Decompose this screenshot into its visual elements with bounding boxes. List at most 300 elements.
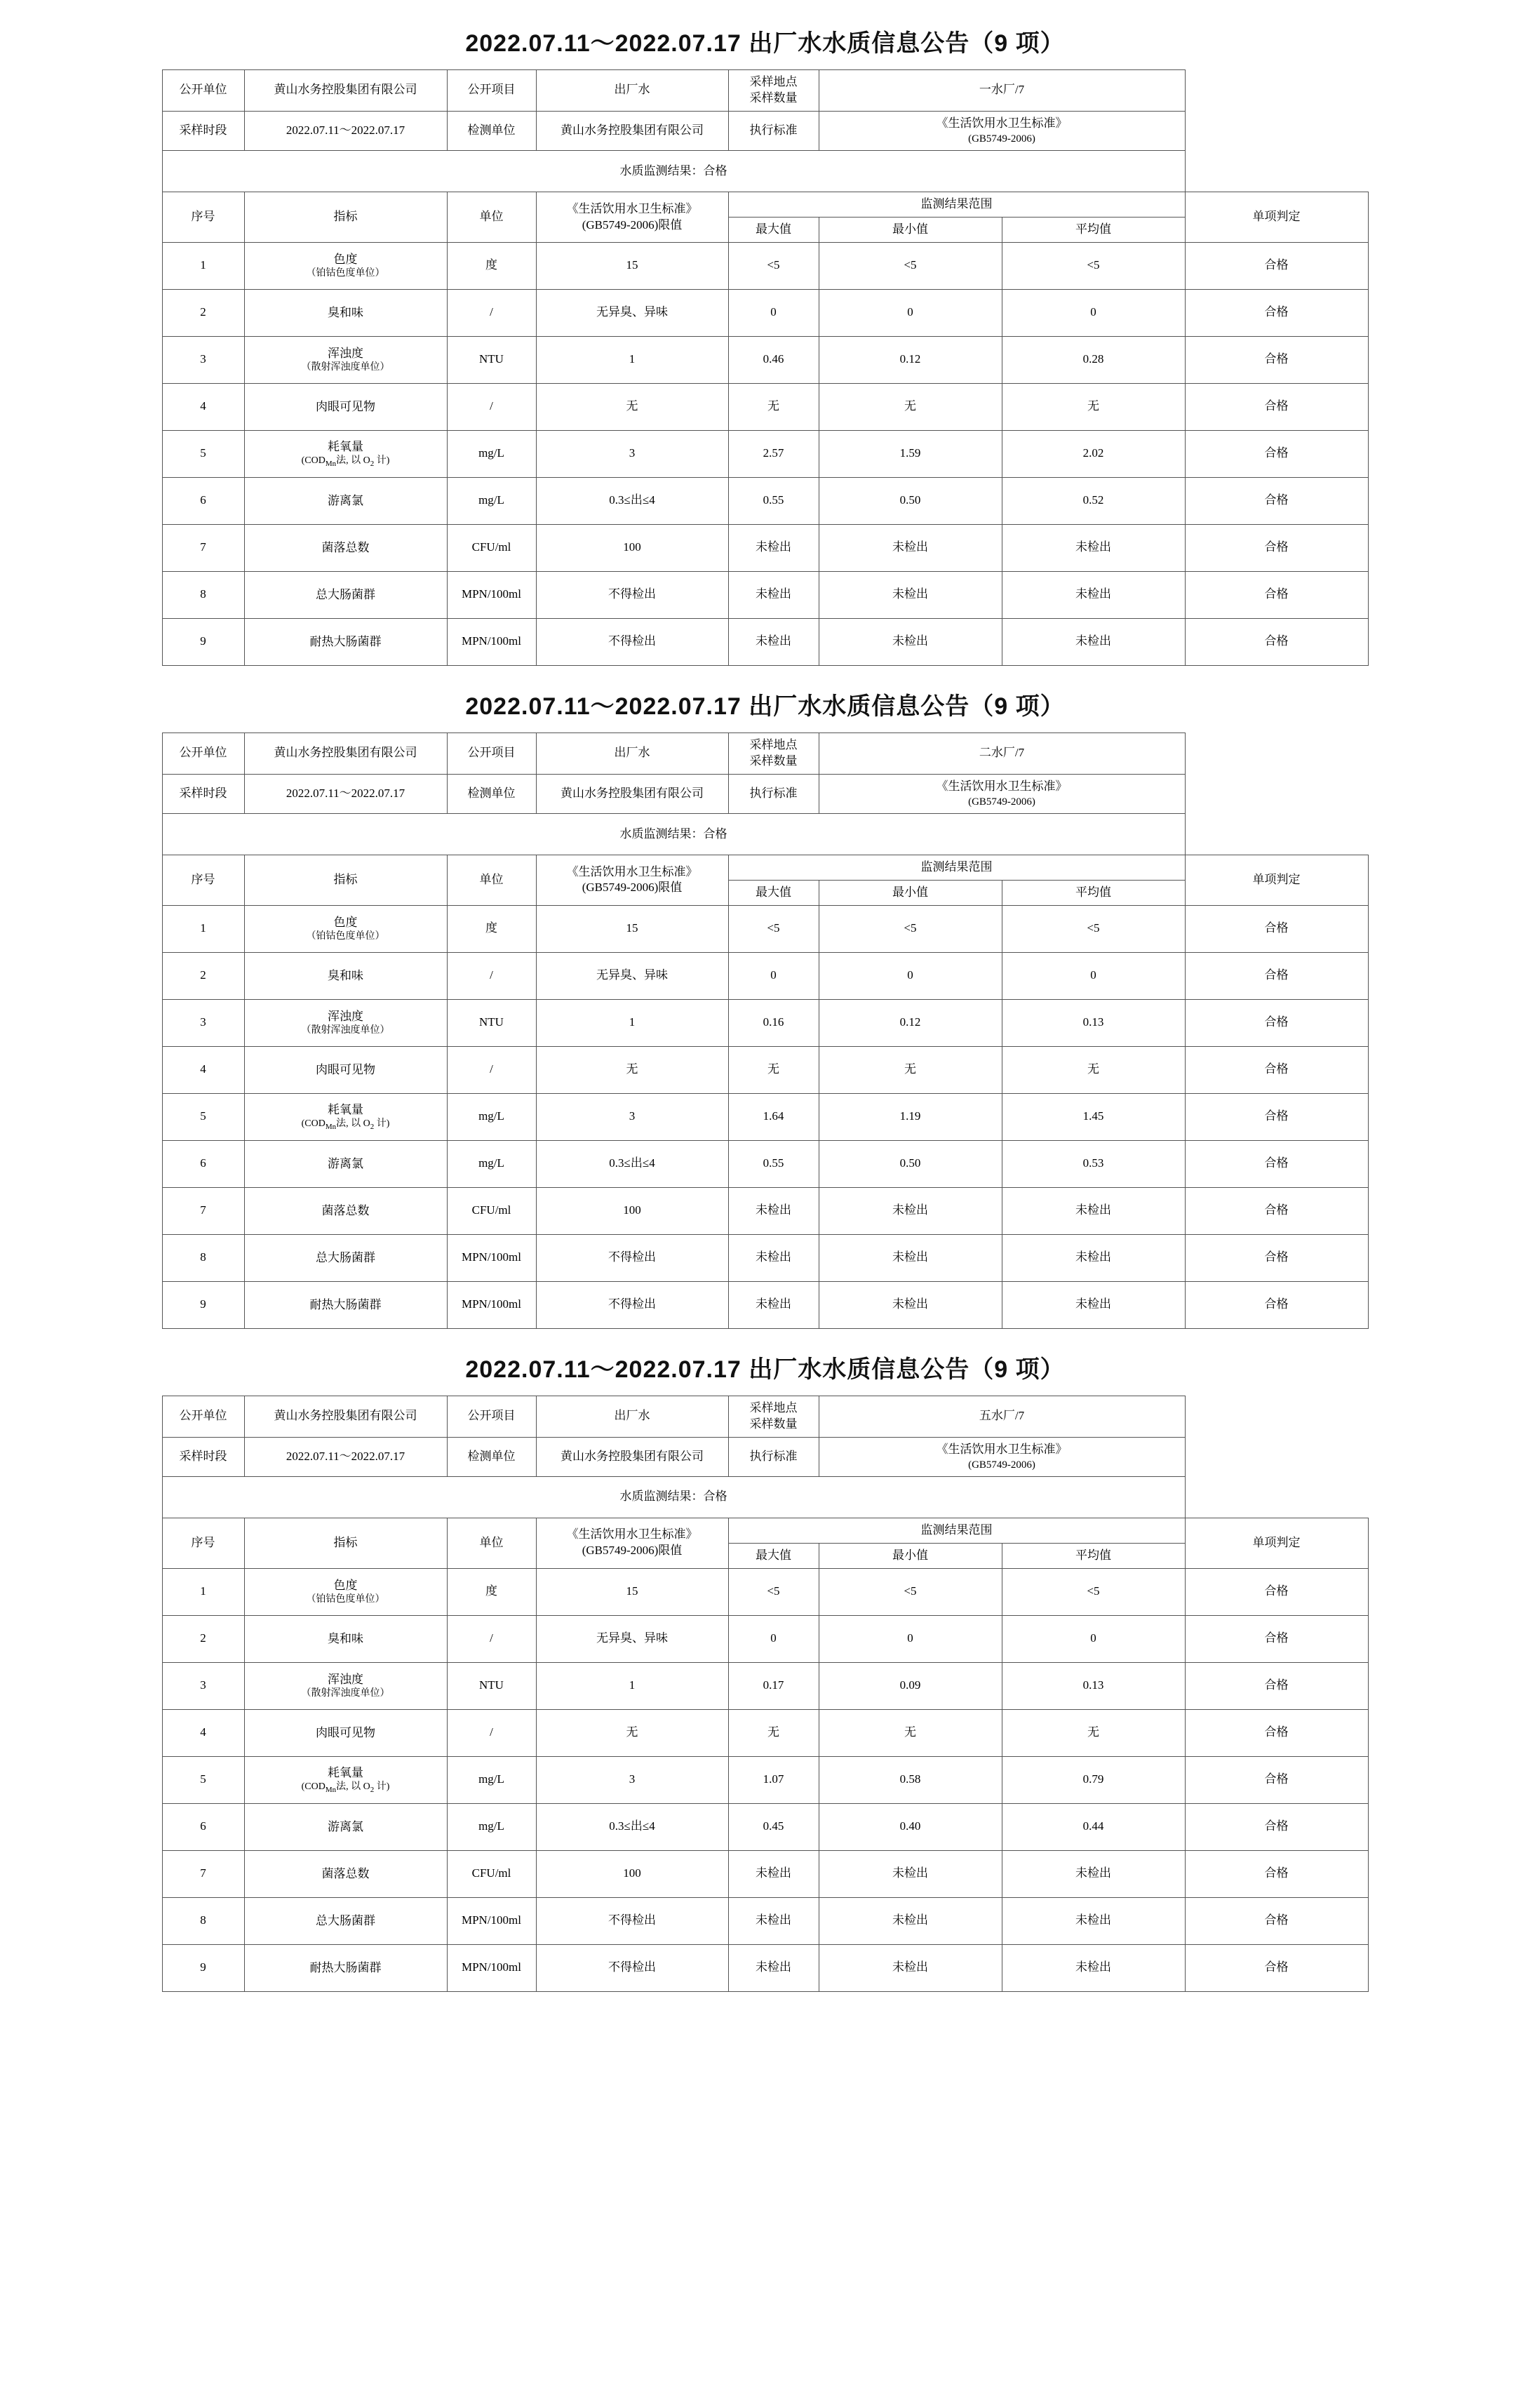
table-cell-avg: 未检出 [1002, 1944, 1185, 1991]
table-cell-limit: 不得检出 [536, 1281, 728, 1328]
indicator-name: 肉眼可见物 [316, 1725, 375, 1739]
table-cell-unit: MPN/100ml [447, 1944, 536, 1991]
indicator-name: 耗氧量 [328, 1765, 363, 1779]
table-cell-limit: 无异臭、异味 [536, 952, 728, 999]
table-cell-max: 未检出 [728, 1897, 819, 1944]
col-avg: 平均值 [1002, 880, 1185, 905]
table-row [162, 1756, 1368, 1803]
indicator-subname: ($COD_{Mn}$法, 以 $O_2$ 计) [301, 1118, 390, 1131]
table-cell-max: 2.57 [728, 430, 819, 477]
table-cell-max: 1.07 [728, 1756, 819, 1803]
table-cell-max: 未检出 [728, 524, 819, 571]
value-sampling-site: 一水厂/7 [819, 70, 1185, 112]
page-title: 2022.07.11～2022.07.17 出厂水水质信息公告（9 项） [465, 1356, 1065, 1383]
table-cell-limit: 不得检出 [536, 1944, 728, 1991]
table-cell-avg: 未检出 [1002, 618, 1185, 665]
table-cell-unit: NTU [447, 336, 536, 383]
table-row [162, 618, 1368, 665]
table-cell-min: 未检出 [819, 1850, 1002, 1897]
table-row [162, 70, 1368, 112]
table-cell-index: 1 [162, 1568, 244, 1615]
table-cell-index: 6 [162, 477, 244, 524]
table-cell-avg: 0 [1002, 1615, 1185, 1662]
indicator-subname: （散射浑浊度单位） [301, 1024, 390, 1036]
label-sampling-site [728, 733, 819, 774]
col-judgement: 单项判定 [1185, 855, 1368, 906]
page-title: 2022.07.11～2022.07.17 出厂水水质信息公告（9 项） [465, 30, 1065, 57]
table-cell-unit: / [447, 952, 536, 999]
table-cell-judgement: 合格 [1185, 1093, 1368, 1140]
indicator-name: 色度 [333, 252, 358, 266]
table-cell-avg: 未检出 [1002, 1850, 1185, 1897]
table-cell-limit: 不得检出 [536, 571, 728, 618]
table-cell-judgement: 合格 [1185, 336, 1368, 383]
col-limit-line1: 《生活饮用水卫生标准》 [566, 201, 698, 215]
table-cell-avg: 无 [1002, 383, 1185, 430]
table-cell-avg: 0.44 [1002, 1803, 1185, 1850]
standard-name: 《生活饮用水卫生标准》 [936, 1442, 1068, 1456]
col-min: 最小值 [819, 880, 1002, 905]
label-sampling-period: 采样时段 [162, 1437, 244, 1476]
table-cell-limit: 1 [536, 999, 728, 1046]
table-cell-index: 1 [162, 905, 244, 952]
indicator-subname: （散射浑浊度单位） [301, 1687, 390, 1699]
table-cell-avg: 0.53 [1002, 1140, 1185, 1187]
table-cell-avg: <5 [1002, 1568, 1185, 1615]
table-cell-min: 无 [819, 1709, 1002, 1756]
indicator-subname: ($COD_{Mn}$法, 以 $O_2$ 计) [301, 455, 390, 468]
col-max: 最大值 [728, 880, 819, 905]
table-cell-judgement: 合格 [1185, 905, 1368, 952]
table-cell-avg: 未检出 [1002, 1281, 1185, 1328]
value-testing-unit: 黄山水务控股集团有限公司 [536, 1437, 728, 1476]
value-sampling-period: 2022.07.11～2022.07.17 [244, 111, 447, 150]
table-cell-max: <5 [728, 242, 819, 289]
table-cell-min: 0 [819, 1615, 1002, 1662]
table-cell-unit: mg/L [447, 1140, 536, 1187]
table-cell-indicator [244, 1615, 447, 1662]
table-row [162, 242, 1368, 289]
table-row [162, 111, 1368, 150]
table-cell-max: 0.46 [728, 336, 819, 383]
value-public-unit: 黄山水务控股集团有限公司 [244, 1396, 447, 1437]
table-cell-max: 0 [728, 1615, 819, 1662]
table-cell-max: 1.64 [728, 1093, 819, 1140]
table-cell-min: 无 [819, 383, 1002, 430]
col-limit-line1: 《生活饮用水卫生标准》 [566, 864, 698, 878]
table-cell-judgement: 合格 [1185, 289, 1368, 336]
table-cell-avg: 无 [1002, 1046, 1185, 1093]
indicator-subname: （铂钴色度单位） [306, 267, 385, 279]
table-cell-unit: mg/L [447, 1803, 536, 1850]
col-range-group: 监测结果范围 [728, 855, 1185, 881]
table-cell-max: 无 [728, 1709, 819, 1756]
table-cell-unit: / [447, 1709, 536, 1756]
table-cell-indicator [244, 1897, 447, 1944]
table-cell-index: 2 [162, 1615, 244, 1662]
col-limit [536, 855, 728, 906]
table-cell-max: 0 [728, 289, 819, 336]
table-cell-unit: mg/L [447, 1093, 536, 1140]
value-public-project: 出厂水 [536, 1396, 728, 1437]
table-cell-index: 6 [162, 1803, 244, 1850]
table-header-row [162, 192, 1368, 218]
table-cell-max: 未检出 [728, 1187, 819, 1234]
indicator-name: 总大肠菌群 [316, 1250, 375, 1264]
table-cell-judgement: 合格 [1185, 1850, 1368, 1897]
table-cell-min: <5 [819, 905, 1002, 952]
col-judgement: 单项判定 [1185, 192, 1368, 243]
table-row [162, 289, 1368, 336]
water-quality-report [162, 687, 1369, 1329]
table-row [162, 1568, 1368, 1615]
table-cell-max: <5 [728, 1568, 819, 1615]
col-avg: 平均值 [1002, 218, 1185, 243]
label-sampling-period: 采样时段 [162, 774, 244, 813]
table-cell-index: 8 [162, 1897, 244, 1944]
table-cell-judgement: 合格 [1185, 999, 1368, 1046]
standard-name: 《生活饮用水卫生标准》 [936, 116, 1068, 130]
table-row [162, 1709, 1368, 1756]
table-row [162, 1476, 1368, 1518]
table-cell-judgement: 合格 [1185, 618, 1368, 665]
label-sampling-site-line1: 采样地点 [749, 1400, 798, 1414]
table-cell-limit: 无 [536, 1709, 728, 1756]
table-cell-min: 未检出 [819, 571, 1002, 618]
indicator-name: 游离氯 [328, 493, 363, 507]
col-unit: 单位 [447, 192, 536, 243]
table-row [162, 1281, 1368, 1328]
table-row [162, 336, 1368, 383]
table-cell-indicator [244, 242, 447, 289]
table-cell-index: 7 [162, 524, 244, 571]
table-cell-limit: 100 [536, 1850, 728, 1897]
table-cell-min: <5 [819, 1568, 1002, 1615]
indicator-name: 菌落总数 [321, 1203, 370, 1217]
table-cell-max: 0.16 [728, 999, 819, 1046]
table-cell-judgement: 合格 [1185, 1046, 1368, 1093]
table-cell-avg: 0.13 [1002, 999, 1185, 1046]
table-row [162, 383, 1368, 430]
table-cell-limit: 15 [536, 242, 728, 289]
table-cell-min: 未检出 [819, 1187, 1002, 1234]
table-cell-judgement: 合格 [1185, 952, 1368, 999]
table-cell-judgement: 合格 [1185, 1568, 1368, 1615]
table-cell-indicator [244, 336, 447, 383]
indicator-name: 耗氧量 [328, 1102, 363, 1116]
indicator-name: 色度 [333, 915, 358, 929]
table-cell-indicator [244, 1803, 447, 1850]
standard-code: (GB5749-2006) [968, 796, 1035, 808]
col-max: 最大值 [728, 1543, 819, 1568]
table-cell-limit: 不得检出 [536, 618, 728, 665]
table-cell-index: 1 [162, 242, 244, 289]
table-cell-max: 未检出 [728, 1850, 819, 1897]
table-cell-index: 2 [162, 952, 244, 999]
table-cell-index: 4 [162, 1709, 244, 1756]
value-standard [819, 111, 1185, 150]
table-row [162, 1093, 1368, 1140]
col-index: 序号 [162, 192, 244, 243]
overall-result: 水质监测结果：合格 [162, 1476, 1185, 1518]
table-cell-max: 未检出 [728, 1281, 819, 1328]
table-header-row [162, 855, 1368, 881]
table-cell-limit: 0.3≤出≤4 [536, 1140, 728, 1187]
table-cell-avg: 无 [1002, 1709, 1185, 1756]
label-sampling-site [728, 70, 819, 112]
table-cell-min: 1.59 [819, 430, 1002, 477]
table-cell-unit: MPN/100ml [447, 1234, 536, 1281]
table-cell-avg: 2.02 [1002, 430, 1185, 477]
table-cell-judgement: 合格 [1185, 1281, 1368, 1328]
table-cell-index: 3 [162, 999, 244, 1046]
table-cell-unit: / [447, 1615, 536, 1662]
table-row [162, 952, 1368, 999]
table-cell-min: 未检出 [819, 1234, 1002, 1281]
table-cell-limit: 1 [536, 336, 728, 383]
label-sampling-count-line2: 采样数量 [749, 91, 798, 105]
table-cell-judgement: 合格 [1185, 1140, 1368, 1187]
table-row [162, 999, 1368, 1046]
indicator-name: 菌落总数 [321, 1866, 370, 1880]
table-cell-avg: <5 [1002, 242, 1185, 289]
table-cell-index: 4 [162, 383, 244, 430]
table-cell-max: 未检出 [728, 571, 819, 618]
indicator-subname: （铂钴色度单位） [306, 1593, 385, 1605]
label-public-project: 公开项目 [447, 70, 536, 112]
value-testing-unit: 黄山水务控股集团有限公司 [536, 111, 728, 150]
table-cell-limit: 不得检出 [536, 1897, 728, 1944]
table-cell-unit: MPN/100ml [447, 1281, 536, 1328]
value-public-project: 出厂水 [536, 70, 728, 112]
table-cell-max: <5 [728, 905, 819, 952]
table-cell-min: 0.50 [819, 1140, 1002, 1187]
col-indicator: 指标 [244, 1518, 447, 1568]
table-cell-judgement: 合格 [1185, 430, 1368, 477]
col-indicator: 指标 [244, 855, 447, 906]
table-cell-limit: 0.3≤出≤4 [536, 1803, 728, 1850]
table-cell-max: 无 [728, 383, 819, 430]
table-cell-min: 未检出 [819, 524, 1002, 571]
table-cell-min: 未检出 [819, 1897, 1002, 1944]
table-cell-judgement: 合格 [1185, 242, 1368, 289]
label-standard: 执行标准 [728, 774, 819, 813]
indicator-name: 肉眼可见物 [316, 1062, 375, 1076]
table-cell-indicator [244, 1756, 447, 1803]
indicator-name: 臭和味 [328, 305, 363, 319]
label-public-unit: 公开单位 [162, 733, 244, 774]
table-cell-min: 0.58 [819, 1756, 1002, 1803]
col-index: 序号 [162, 855, 244, 906]
table-cell-min: 0.09 [819, 1662, 1002, 1709]
table-row [162, 774, 1368, 813]
water-quality-report [162, 1350, 1369, 1992]
table-cell-max: 0.45 [728, 1803, 819, 1850]
table-cell-unit: CFU/ml [447, 1850, 536, 1897]
table-cell-indicator [244, 477, 447, 524]
table-cell-unit: CFU/ml [447, 524, 536, 571]
table-cell-indicator [244, 289, 447, 336]
table-cell-indicator [244, 1140, 447, 1187]
table-cell-max: 未检出 [728, 1234, 819, 1281]
value-testing-unit: 黄山水务控股集团有限公司 [536, 774, 728, 813]
indicator-name: 色度 [333, 1578, 358, 1592]
col-limit-line2: (GB5749-2006)限值 [582, 1544, 683, 1558]
report-table [162, 1396, 1369, 1992]
table-cell-index: 7 [162, 1187, 244, 1234]
col-range-group: 监测结果范围 [728, 192, 1185, 218]
table-cell-limit: 100 [536, 524, 728, 571]
table-cell-unit: 度 [447, 905, 536, 952]
table-cell-index: 3 [162, 336, 244, 383]
table-cell-max: 0.55 [728, 1140, 819, 1187]
table-cell-indicator [244, 1187, 447, 1234]
table-cell-min: 0.12 [819, 336, 1002, 383]
col-indicator: 指标 [244, 192, 447, 243]
label-testing-unit: 检测单位 [447, 111, 536, 150]
label-public-unit: 公开单位 [162, 1396, 244, 1437]
indicator-name: 耗氧量 [328, 439, 363, 453]
table-cell-judgement: 合格 [1185, 1709, 1368, 1756]
table-cell-limit: 不得检出 [536, 1234, 728, 1281]
table-cell-indicator [244, 905, 447, 952]
table-cell-avg: 未检出 [1002, 571, 1185, 618]
table-cell-index: 7 [162, 1850, 244, 1897]
table-cell-avg: <5 [1002, 905, 1185, 952]
table-row [162, 1140, 1368, 1187]
value-public-unit: 黄山水务控股集团有限公司 [244, 70, 447, 112]
table-cell-avg: 0 [1002, 289, 1185, 336]
table-cell-unit: MPN/100ml [447, 1897, 536, 1944]
table-cell-limit: 3 [536, 1756, 728, 1803]
table-cell-indicator [244, 383, 447, 430]
table-cell-limit: 15 [536, 1568, 728, 1615]
indicator-name: 游离氯 [328, 1819, 363, 1833]
table-header-row [162, 1518, 1368, 1543]
label-sampling-count-line2: 采样数量 [749, 1417, 798, 1431]
table-cell-index: 5 [162, 430, 244, 477]
table-cell-avg: 0 [1002, 952, 1185, 999]
col-min: 最小值 [819, 218, 1002, 243]
label-sampling-count-line2: 采样数量 [749, 754, 798, 768]
table-cell-indicator [244, 524, 447, 571]
table-cell-max: 0 [728, 952, 819, 999]
label-public-unit: 公开单位 [162, 70, 244, 112]
table-cell-judgement: 合格 [1185, 1944, 1368, 1991]
table-cell-indicator [244, 952, 447, 999]
table-cell-unit: MPN/100ml [447, 571, 536, 618]
value-public-unit: 黄山水务控股集团有限公司 [244, 733, 447, 774]
table-cell-unit: mg/L [447, 430, 536, 477]
label-testing-unit: 检测单位 [447, 774, 536, 813]
standard-name: 《生活饮用水卫生标准》 [936, 779, 1068, 793]
label-sampling-site-line1: 采样地点 [749, 75, 798, 88]
table-cell-max: 0.17 [728, 1662, 819, 1709]
label-sampling-site [728, 1396, 819, 1437]
col-range-group: 监测结果范围 [728, 1518, 1185, 1543]
table-row [162, 733, 1368, 774]
table-cell-avg: 未检出 [1002, 524, 1185, 571]
table-cell-index: 3 [162, 1662, 244, 1709]
col-index: 序号 [162, 1518, 244, 1568]
indicator-name: 肉眼可见物 [316, 399, 375, 413]
value-standard [819, 774, 1185, 813]
table-cell-limit: 100 [536, 1187, 728, 1234]
value-sampling-site: 二水厂/7 [819, 733, 1185, 774]
standard-code: (GB5749-2006) [968, 1459, 1035, 1471]
table-row [162, 1046, 1368, 1093]
table-cell-unit: / [447, 289, 536, 336]
table-cell-index: 9 [162, 618, 244, 665]
table-cell-min: 未检出 [819, 1281, 1002, 1328]
table-row [162, 1944, 1368, 1991]
indicator-name: 总大肠菌群 [316, 1913, 375, 1927]
indicator-name: 菌落总数 [321, 540, 370, 554]
table-cell-indicator [244, 1093, 447, 1140]
table-cell-judgement: 合格 [1185, 524, 1368, 571]
col-judgement: 单项判定 [1185, 1518, 1368, 1568]
label-testing-unit: 检测单位 [447, 1437, 536, 1476]
table-cell-indicator [244, 571, 447, 618]
table-cell-index: 8 [162, 1234, 244, 1281]
col-min: 最小值 [819, 1543, 1002, 1568]
table-cell-max: 未检出 [728, 1944, 819, 1991]
label-standard: 执行标准 [728, 111, 819, 150]
table-row [162, 1615, 1368, 1662]
table-cell-avg: 未检出 [1002, 1897, 1185, 1944]
table-cell-unit: 度 [447, 1568, 536, 1615]
table-cell-avg: 0.52 [1002, 477, 1185, 524]
table-cell-index: 9 [162, 1281, 244, 1328]
reports-container [0, 24, 1530, 1992]
table-cell-indicator [244, 1046, 447, 1093]
col-unit: 单位 [447, 1518, 536, 1568]
table-cell-judgement: 合格 [1185, 571, 1368, 618]
table-row [162, 905, 1368, 952]
table-cell-avg: 未检出 [1002, 1187, 1185, 1234]
table-cell-min: 0.12 [819, 999, 1002, 1046]
water-quality-report [162, 24, 1369, 666]
table-cell-index: 5 [162, 1093, 244, 1140]
table-cell-unit: mg/L [447, 1756, 536, 1803]
table-cell-indicator [244, 430, 447, 477]
report-table [162, 69, 1369, 666]
col-avg: 平均值 [1002, 1543, 1185, 1568]
overall-result: 水质监测结果：合格 [162, 814, 1185, 855]
table-cell-unit: 度 [447, 242, 536, 289]
table-row [162, 1437, 1368, 1476]
table-row [162, 477, 1368, 524]
table-cell-index: 9 [162, 1944, 244, 1991]
table-cell-indicator [244, 1568, 447, 1615]
table-cell-min: 0.40 [819, 1803, 1002, 1850]
table-cell-index: 2 [162, 289, 244, 336]
table-row [162, 571, 1368, 618]
table-cell-limit: 无异臭、异味 [536, 1615, 728, 1662]
table-cell-unit: NTU [447, 1662, 536, 1709]
table-row [162, 1187, 1368, 1234]
table-cell-limit: 15 [536, 905, 728, 952]
col-limit-line2: (GB5749-2006)限值 [582, 881, 683, 895]
col-limit [536, 192, 728, 243]
table-cell-max: 0.55 [728, 477, 819, 524]
table-row [162, 524, 1368, 571]
table-cell-limit: 3 [536, 430, 728, 477]
col-unit: 单位 [447, 855, 536, 906]
value-standard [819, 1437, 1185, 1476]
table-row [162, 1850, 1368, 1897]
table-cell-index: 5 [162, 1756, 244, 1803]
